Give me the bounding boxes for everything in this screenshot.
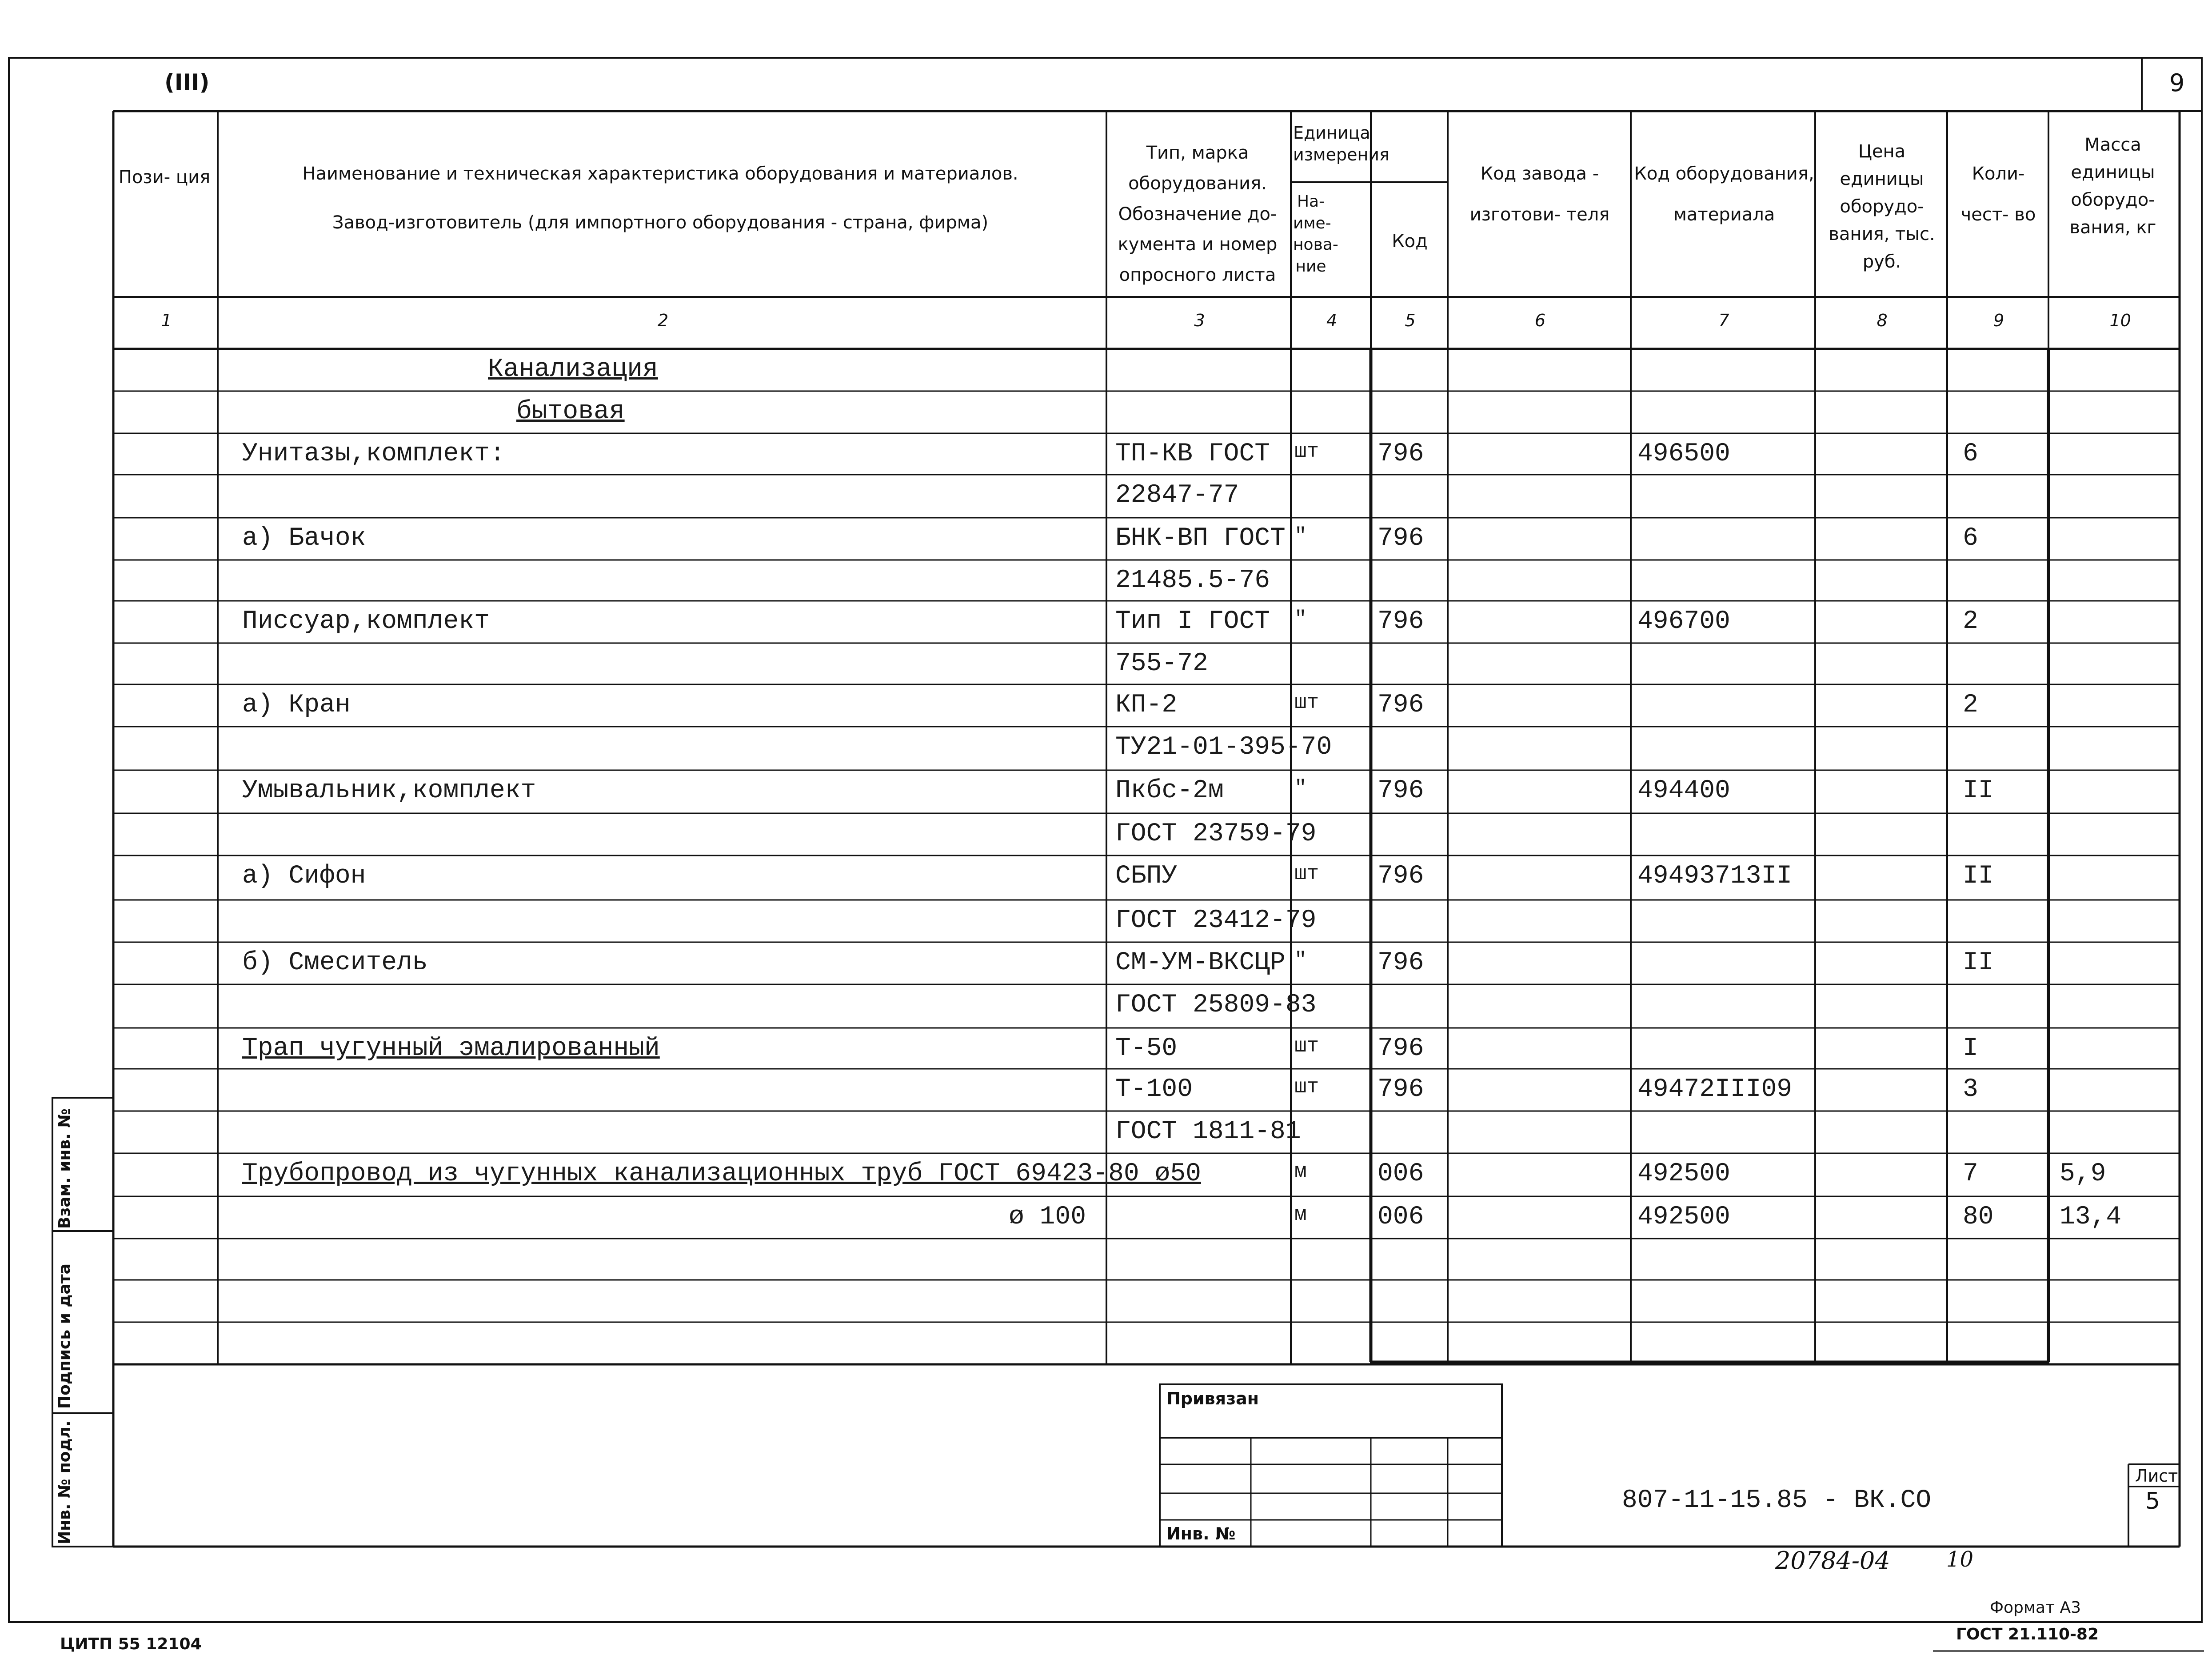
cell-name: Канализация bbox=[488, 355, 658, 384]
cell-name: а) Кран bbox=[242, 691, 351, 720]
margin-original-inv: Инв. № подл. bbox=[56, 1420, 74, 1544]
column-number: 8 bbox=[1877, 311, 1888, 330]
cell-equipment-code: 496500 bbox=[1637, 440, 1730, 468]
cell-type: КП-2 bbox=[1115, 691, 1178, 720]
cell-unit-code: 796 bbox=[1378, 948, 1424, 977]
cell-equipment-code: 49472III09 bbox=[1637, 1075, 1793, 1104]
stamp-bound-label: Привязан bbox=[1166, 1389, 1259, 1408]
stamp-box bbox=[1160, 1384, 1502, 1547]
cell-name: ø 100 bbox=[1009, 1203, 1086, 1231]
column-number: 4 bbox=[1326, 311, 1338, 330]
handwritten-archive-number: 20784-04 bbox=[1775, 1547, 1890, 1575]
handwritten-page-number: 10 bbox=[1946, 1547, 1974, 1572]
cell-unit-code: 796 bbox=[1378, 691, 1424, 720]
cell-unit-code: 796 bbox=[1378, 524, 1424, 553]
cell-name: Трубопровод из чугунных канализационных труб ГОСТ 69423-80 ø50 bbox=[242, 1159, 1201, 1188]
cell-type: БНК-ВП ГОСТ bbox=[1115, 524, 1286, 553]
format-label: Формат А3 bbox=[1990, 1599, 2081, 1617]
cell-unit: шт bbox=[1294, 1075, 1319, 1099]
cell-quantity: 7 bbox=[1963, 1159, 1978, 1188]
cell-type: Тип I ГОСТ bbox=[1115, 607, 1270, 636]
cell-unit: " bbox=[1294, 949, 1307, 972]
cell-type: Т-100 bbox=[1115, 1075, 1193, 1104]
cell-type: 22847-77 bbox=[1115, 481, 1239, 510]
cell-unit-code: 796 bbox=[1378, 607, 1424, 636]
cell-quantity: I bbox=[1963, 1034, 1978, 1063]
header-equipment-code: Код оборудования, материала bbox=[1634, 164, 1814, 225]
column-number: 5 bbox=[1405, 311, 1416, 330]
cell-unit: м bbox=[1294, 1203, 1307, 1226]
cell-equipment-code: 496700 bbox=[1637, 607, 1730, 636]
corner-mark: (III) bbox=[164, 69, 210, 95]
header-type: Тип, марка оборудования. Обозначение до- кумента и номер опросного листа bbox=[1118, 143, 1278, 286]
header-mass: Масса единицы оборудо- вания, кг bbox=[2069, 135, 2156, 238]
stamp-inv-label: Инв. № bbox=[1166, 1524, 1236, 1543]
cell-unit-code: 006 bbox=[1378, 1159, 1424, 1188]
cell-quantity: 2 bbox=[1963, 691, 1978, 720]
column-number: 10 bbox=[2109, 311, 2131, 330]
gost-label: ГОСТ 21.110-82 bbox=[1956, 1625, 2099, 1643]
cell-name: а) Бачок bbox=[242, 524, 366, 553]
header-name-line1: Наименование и техническая характеристика оборудования и материалов. bbox=[302, 164, 1018, 184]
cell-unit-code: 796 bbox=[1378, 440, 1424, 468]
footer-left-code: ЦИТП 55 12104 bbox=[60, 1635, 202, 1653]
header-unit: Единица измерения bbox=[1293, 123, 1389, 165]
cell-type: Пкбс-2м bbox=[1115, 776, 1224, 805]
cell-name: Умывальник,комплект bbox=[242, 776, 536, 805]
cell-type: ТП-КВ ГОСТ bbox=[1115, 440, 1270, 468]
page-number: 9 bbox=[2169, 69, 2185, 97]
cell-type: СМ-УМ-ВКСЦР bbox=[1115, 948, 1286, 977]
cell-unit-code: 006 bbox=[1378, 1203, 1424, 1231]
header-name-line2: Завод-изготовитель (для импортного оборудования - страна, фирма) bbox=[332, 212, 989, 233]
cell-name: б) Смеситель bbox=[242, 948, 428, 977]
cell-quantity: II bbox=[1963, 948, 1994, 977]
cell-type: ГОСТ 23759-79 bbox=[1115, 820, 1317, 848]
document-code: 807-11-15.85 - ВК.СО bbox=[1622, 1486, 1932, 1515]
cell-unit: шт bbox=[1294, 440, 1319, 463]
cell-quantity: II bbox=[1963, 776, 1994, 805]
cell-equipment-code: 49493713II bbox=[1637, 862, 1793, 891]
column-number: 1 bbox=[161, 311, 172, 330]
header-quantity: Коли- чест- во bbox=[1960, 164, 2036, 225]
cell-type: 21485.5-76 bbox=[1115, 566, 1270, 595]
cell-type: Т-50 bbox=[1115, 1034, 1178, 1063]
cell-name: Унитазы,комплект: bbox=[242, 440, 505, 468]
cell-equipment-code: 492500 bbox=[1637, 1159, 1730, 1188]
cell-type: ТУ21-01-395-70 bbox=[1115, 733, 1332, 762]
cell-unit-code: 796 bbox=[1378, 862, 1424, 891]
cell-name: Трап чугунный эмалированный bbox=[242, 1034, 660, 1063]
cell-type: ГОСТ 1811-81 bbox=[1115, 1117, 1301, 1146]
cell-name: бытовая bbox=[516, 397, 625, 426]
cell-quantity: 80 bbox=[1963, 1203, 1994, 1231]
cell-type: 755-72 bbox=[1115, 649, 1208, 678]
cell-unit: " bbox=[1294, 608, 1307, 631]
cell-quantity: II bbox=[1963, 862, 1994, 891]
cell-unit-code: 796 bbox=[1378, 1075, 1424, 1104]
cell-unit: шт bbox=[1294, 862, 1319, 885]
cell-unit: м bbox=[1294, 1160, 1307, 1183]
header-price: Цена единицы оборудо- вания, тыс. руб. bbox=[1829, 141, 1935, 272]
sheet-number: 5 bbox=[2145, 1488, 2160, 1515]
cell-unit: шт bbox=[1294, 1035, 1319, 1058]
margin-replaced-inv: Взам. инв. № bbox=[56, 1108, 74, 1229]
cell-name: а) Сифон bbox=[242, 862, 366, 891]
cell-name: Писсуар,комплект bbox=[242, 607, 490, 636]
cell-unit: " bbox=[1294, 777, 1307, 800]
header-factory-code: Код завода - изготови- теля bbox=[1469, 164, 1610, 225]
cell-quantity: 6 bbox=[1963, 524, 1978, 553]
cell-equipment-code: 492500 bbox=[1637, 1203, 1730, 1231]
cell-unit: " bbox=[1294, 524, 1307, 548]
cell-quantity: 2 bbox=[1963, 607, 1978, 636]
cell-type: ГОСТ 25809-83 bbox=[1115, 991, 1317, 1019]
cell-mass: 13,4 bbox=[2060, 1203, 2122, 1231]
sheet-label: Лист bbox=[2135, 1466, 2178, 1486]
cell-mass: 5,9 bbox=[2060, 1159, 2106, 1188]
cell-type: СБПУ bbox=[1115, 862, 1178, 891]
column-number: 6 bbox=[1535, 311, 1546, 330]
column-number: 2 bbox=[658, 311, 669, 330]
cell-type: ГОСТ 23412-79 bbox=[1115, 906, 1317, 935]
header-unit-name: На- име- нова- ние bbox=[1293, 192, 1338, 276]
cell-unit-code: 796 bbox=[1378, 776, 1424, 805]
cell-unit: шт bbox=[1294, 691, 1319, 714]
header-position: Пози- ция bbox=[118, 167, 211, 188]
margin-signature-date: Подпись и дата bbox=[56, 1263, 74, 1409]
column-number: 9 bbox=[1993, 311, 2004, 330]
column-number: 7 bbox=[1718, 311, 1729, 330]
sheet-border bbox=[9, 58, 2202, 1622]
column-number: 3 bbox=[1194, 311, 1205, 330]
cell-quantity: 3 bbox=[1963, 1075, 1978, 1104]
cell-quantity: 6 bbox=[1963, 440, 1978, 468]
cell-unit-code: 796 bbox=[1378, 1034, 1424, 1063]
cell-equipment-code: 494400 bbox=[1637, 776, 1730, 805]
header-unit-code: Код bbox=[1392, 231, 1428, 252]
